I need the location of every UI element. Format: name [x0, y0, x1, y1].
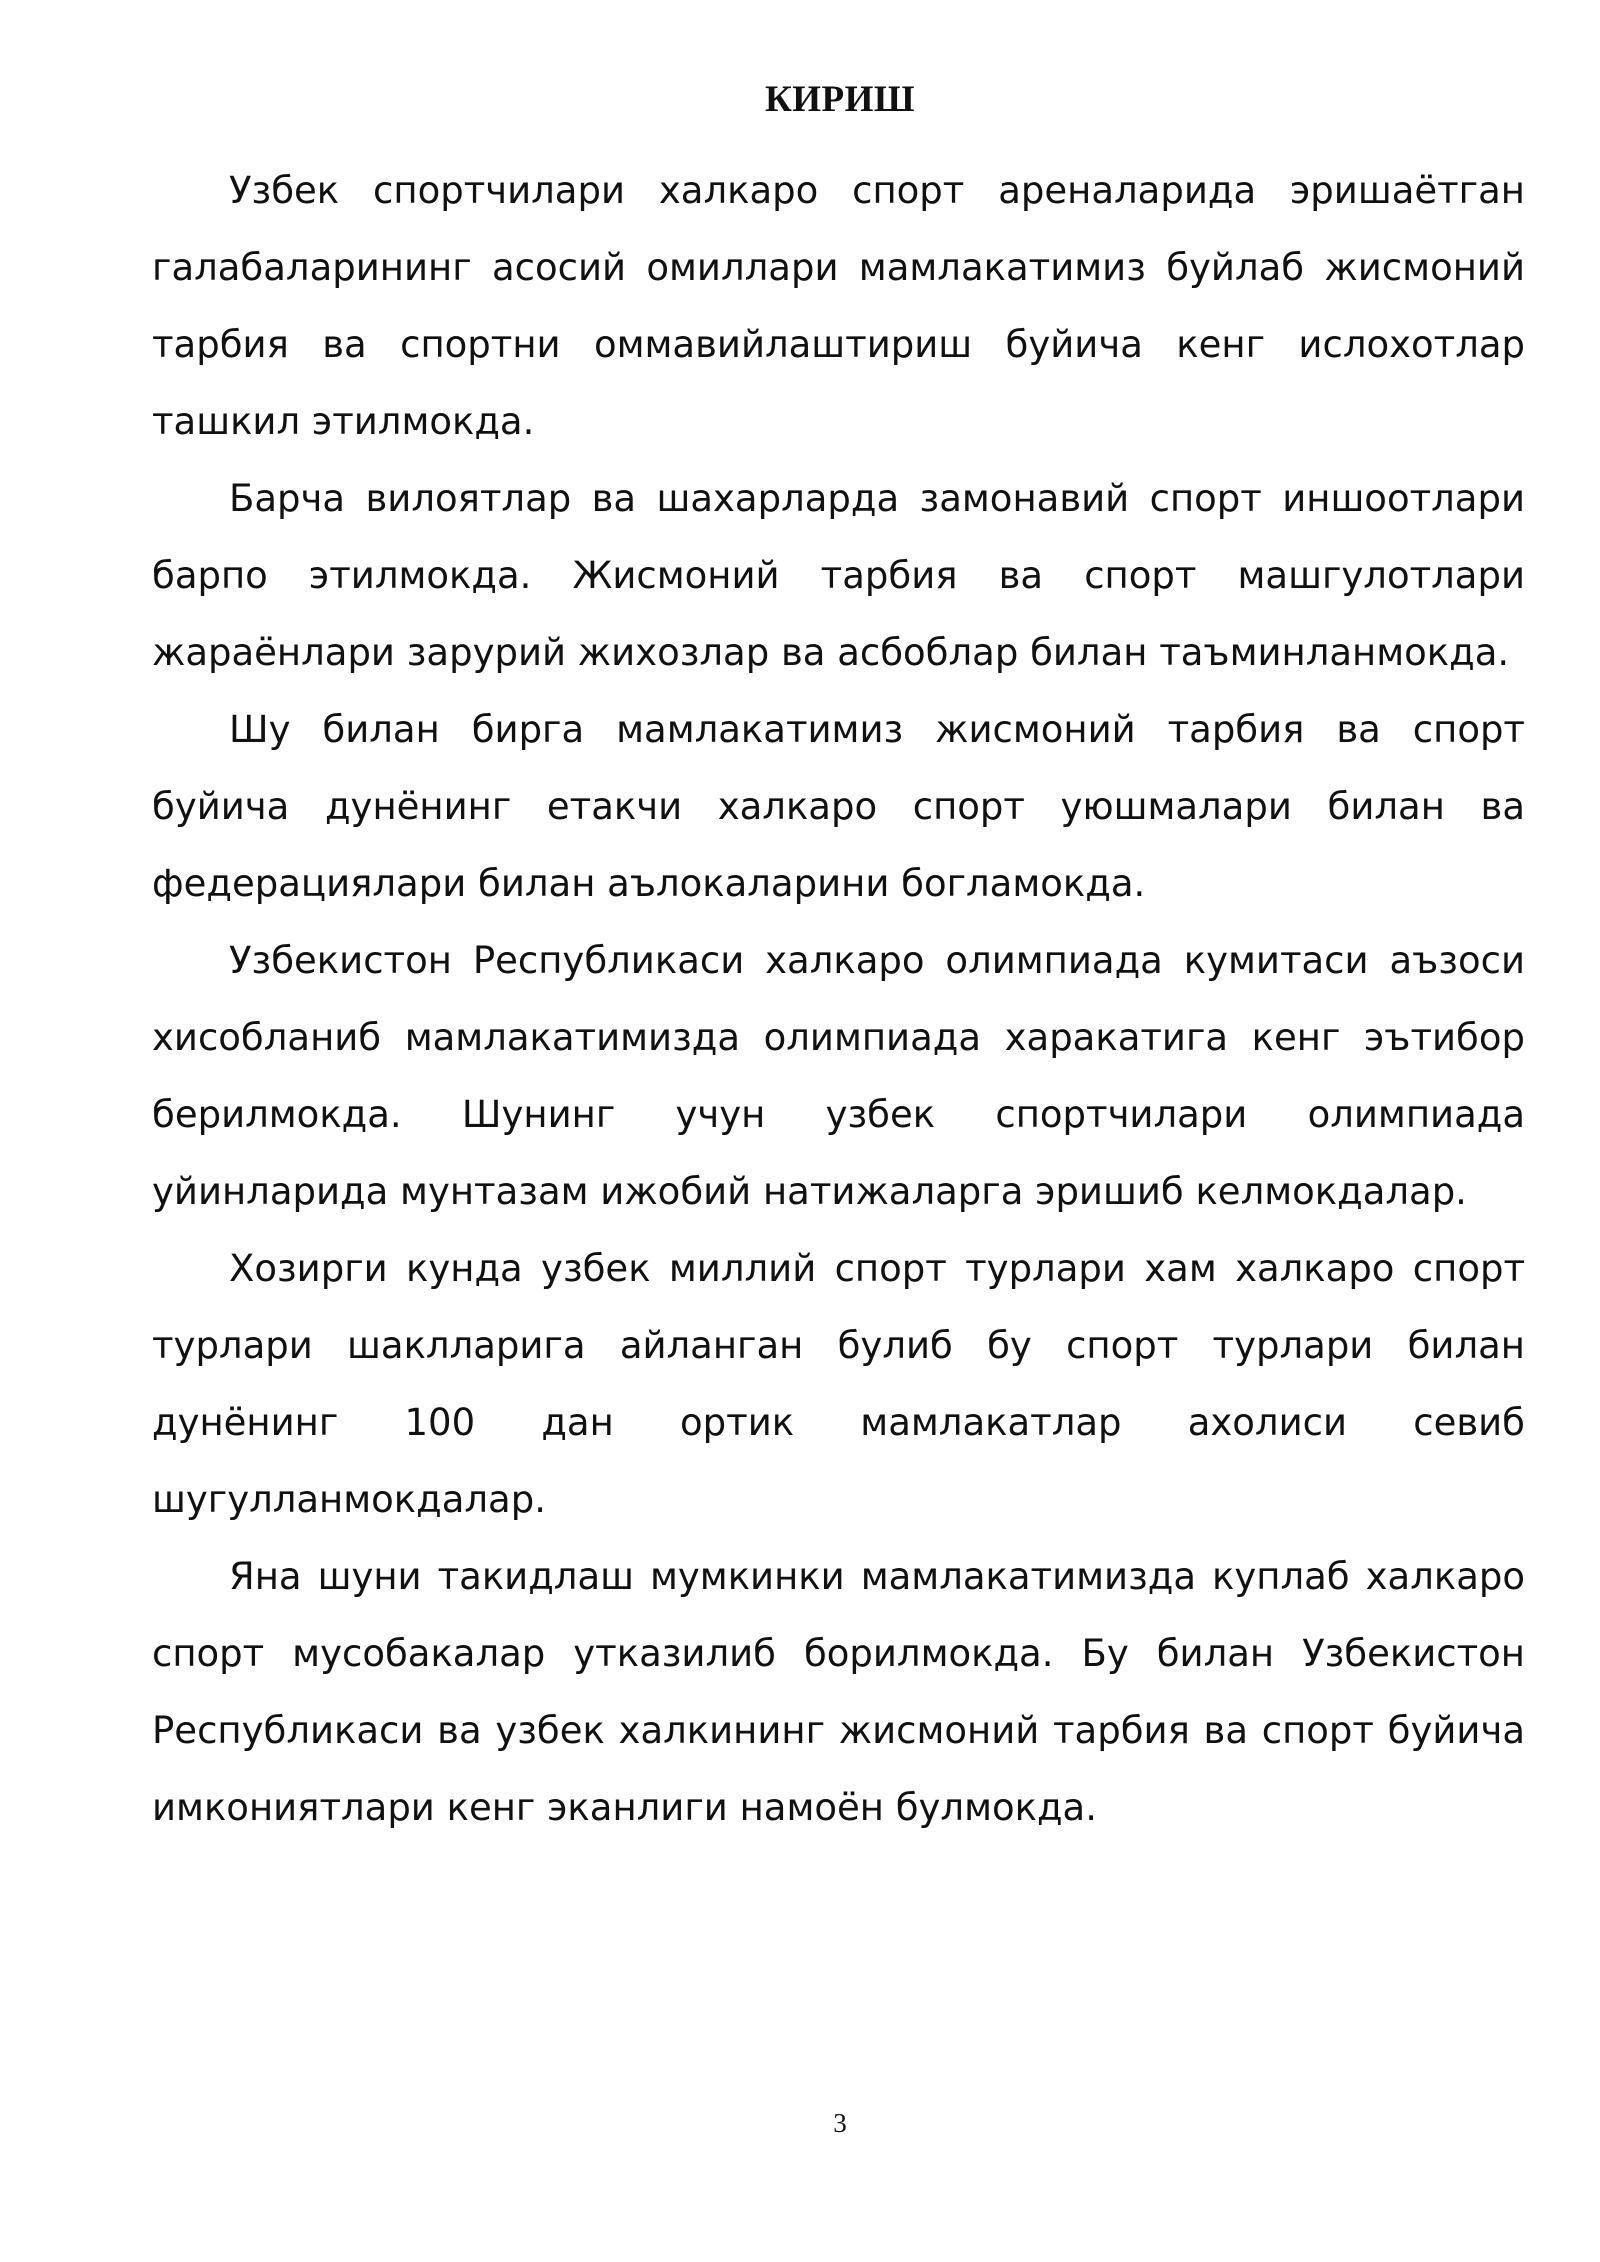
paragraph-6: Яна шуни такидлаш мумкинки мамлакатимизда куплаб халкаро спорт мусобакалар утказилиб борилмокда. Бу билан Узбекистон Республикаси ва узбек халкининг жисмоний тарбия ва спорт буйича имкониятлари кенг эканлиги намоён булмокда. [152, 1555, 1525, 1829]
paragraph-1: Узбек спортчилари халкаро спорт ареналарида эришаётган галабаларининг асосий омиллари мамлакатимиз буйлаб жисмоний тарбия ва спортни оммавийлаштириш буйича кенг ислохотлар ташкил этилмокда. [152, 169, 1525, 443]
page-title: КИРИШ [764, 79, 916, 120]
paragraph-3: Шу билан бирга мамлакатимиз жисмоний тарбия ва спорт буйича дунёнинг етакчи халкаро спорт уюшмалари билан ва федерациялари билан аълокаларини богламокда. [152, 708, 1525, 905]
page-number: 3 [833, 2108, 847, 2138]
body-text [152, 152, 1525, 1846]
paragraph-4: Узбекистон Республикаси халкаро олимпиада кумитаси аъзоси хисобланиб мамлакатимизда олимпиада харакатига кенг эътибор берилмокда. Шунинг учун узбек спортчилари олимпиада уйинларида мунтазам ижобий натижаларга эришиб келмокдалар. [152, 939, 1525, 1213]
paragraph-5: Хозирги кунда узбек миллий спорт турлари хам халкаро спорт турлари шаклларига айланган булиб бу спорт турлари билан дунёнинг 100 дан ортик мамлакатлар ахолиси севиб шугулланмокдалар. [152, 1247, 1525, 1521]
paragraph-2: Барча вилоятлар ва шахарларда замонавий спорт иншоотлари барпо этилмокда. Жисмоний тарбия ва спорт машгулотлари жараёнлари зарурий жихозлар ва асбоблар билан таъминланмокда. [152, 477, 1525, 674]
